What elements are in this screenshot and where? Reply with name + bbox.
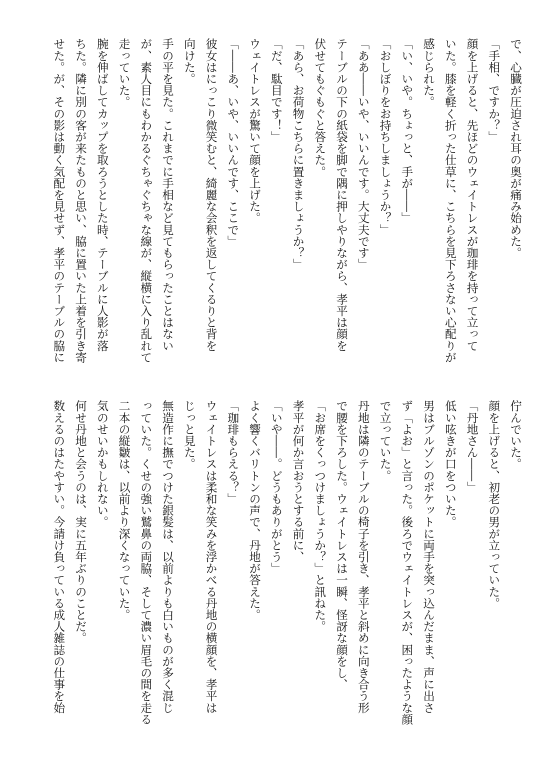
- text-line: よく響くバリトンの声で、丹地が答えた。: [248, 400, 262, 621]
- lower-text-block: [46, 400, 526, 740]
- text-line: 佇んでいた。: [509, 400, 523, 470]
- text-line: 何せ丹地と会うのは、実に五年ぶりのことだ。: [74, 400, 88, 644]
- text-line: テーブルの下の紙袋を脚で隅に押しやりながら、孝平は顔を: [335, 38, 349, 352]
- text-line: 低い呟きが口をついた。: [443, 400, 458, 528]
- text-line: 二本の縦皺は、以前より深くなっていた。: [117, 400, 132, 621]
- text-line: 顔を上げると、初老の男が立っていた。: [487, 400, 502, 609]
- text-line: 「ああ――いや、いいんです。大丈夫です」: [356, 38, 371, 270]
- text-line: 彼女はにっこり微笑むと、綺麗な会釈を返してくるりと背を: [204, 38, 219, 352]
- text-line: 丹地は隣のテーブルの椅子を引き、孝平と斜めに向き合う形: [356, 400, 371, 714]
- text-line: じっと見た。: [182, 400, 197, 470]
- text-line: ウェイトレスが驚いて顔を上げた。: [248, 38, 262, 224]
- text-line: 感じられた。: [422, 38, 436, 108]
- text-line: 走っていた。: [117, 38, 132, 108]
- text-line: 数えるのはたやすい。今請け負っている成人雑誌の仕事を始: [52, 400, 67, 714]
- text-line: 手の平を見た。これまでに手相など見てもらったことはない: [161, 38, 175, 352]
- text-line: 男はブルゾンのポケットに両手を突っ込んだまま、声に出さ: [422, 400, 436, 714]
- text-line: 「お席をくっつけましょうか？」と訊ねた。: [313, 400, 328, 632]
- text-line: 「珈琲もらえる？」: [226, 400, 241, 505]
- text-line: 「い、いや。ちょっと、手が――」: [400, 38, 415, 224]
- text-line: ウェイトレスは柔和な笑みを浮かべる丹地の横顔を、孝平は: [204, 400, 219, 714]
- text-line: で立っていた。: [378, 400, 393, 482]
- text-line: 伏せてもぐもぐと答えた。: [313, 38, 328, 178]
- text-line: 腕を伸ばしてカップを取ろうとした時、テーブルに人影が落: [95, 38, 110, 352]
- text-line: で、心臓が圧迫され耳の奥が痛み始めた。: [509, 38, 523, 259]
- text-line: 無造作に撫でつけた銀髪は、以前よりも白いものが多く混じ: [161, 400, 175, 714]
- text-line: 向けた。: [182, 38, 197, 85]
- text-line: 孝平が何か言おうとする前に、: [291, 400, 306, 563]
- text-line: いた。膝を軽く折った仕草に、こちらを見下ろさない心配りが: [443, 38, 458, 363]
- text-line: 「――あ、いや、いいんです、ここで」: [226, 38, 241, 247]
- text-line: 顔を上げると、先ほどのウェイトレスが珈琲を持って立って: [465, 38, 480, 352]
- text-line: ちた。隣に別の客が来たものと思い、脇に置いた上着を引き寄: [74, 38, 88, 363]
- text-line: っていた。くせの強い鷲鼻の両脇、そして濃い眉毛の間を走る: [139, 400, 154, 725]
- upper-text-block: [46, 38, 526, 380]
- text-line: 「だ、駄目です！」: [269, 38, 284, 143]
- text-line: 「おしぼりをお持ちしましょうか？」: [378, 38, 393, 236]
- text-line: ず「よお」と言った。後ろでウェイトレスが、困ったような顔: [400, 400, 415, 725]
- text-line: 「手相、ですか？」: [487, 38, 502, 143]
- text-line: で腰を下ろした。ウェイトレスは一瞬、怪訝な顔をし、: [335, 400, 349, 690]
- text-line: 「いや――。どうもありがとう」: [269, 400, 284, 574]
- text-line: 「丹地さん――」: [465, 400, 480, 493]
- text-line: 気のせいかもしれない。: [95, 400, 110, 528]
- text-line: せた。が、その影は動く気配を見せず、孝平のテーブルの脇に: [52, 38, 67, 363]
- text-line: 「あら、お荷物こちらに置きましょうか？」: [291, 38, 306, 270]
- text-line: が、素人目にもわかるぐちゃぐちゃな線が、縦横に入り乱れて: [139, 38, 154, 363]
